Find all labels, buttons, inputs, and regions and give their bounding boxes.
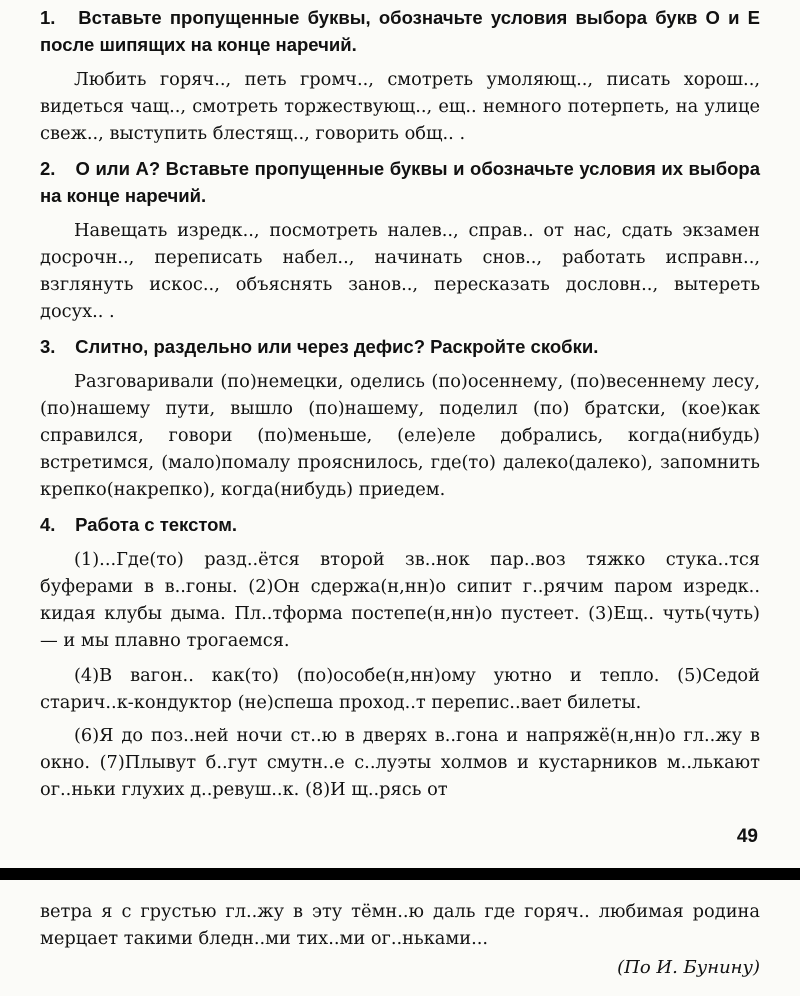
textbook-page-50-top [0, 880, 800, 996]
task-3-title [40, 333, 760, 360]
task-4-paragraph-2: (4)В вагон.. как(то) (по)особе(н,нн)ому уютно и тепло. (5)Седой старич..к-кондуктор (не)спеша проход..т перепис..вает билеты. [40, 665, 760, 713]
task-2-text: Навещать изредк.., посмотреть налев.., справ.. от нас, сдать экзамен досрочн.., переписать набел.., начинать снов.., работать исправн.., взглянуть искос.., объяснять занов.., пересказать дословн.., вытереть досух.. . [40, 220, 760, 322]
task-4-paragraph-3: (6)Я до поз..ней ночи ст..ю в дверях в..гона и напряжё(н,нн)о гл..жу в окно. (7)Плывут б..гут смутн..е с..луэты холмов и кустарников м..лькают ог..ньки глухих д..ревуш..к. (8)И щ..рясь от [40, 725, 760, 800]
task-3-number: 3. [40, 336, 56, 357]
task-1-number: 1. [40, 7, 56, 28]
task-3-text: Разговаривали (по)немецки, оделись (по)осеннему, (по)весеннему лесу, (по)нашему пути, вышло (по)нашему, поделил (по) братски, (кое)как справился, говори (по)меньше, (еле)еле добрались, когда(нибудь) встретимся, (мало)помалу прояснилось, где(то) далеко(далеко), запомнить крепко(накрепко), когда(нибудь) приедем. [40, 371, 760, 500]
task-2-instruction: О или А? Вставьте пропущенные буквы и обозначьте условия их выбора на конце наречий. [40, 158, 761, 206]
task-3-instruction: Слитно, раздельно или через дефис? Раскройте скобки. [75, 336, 599, 357]
task-1-instruction: Вставьте пропущенные буквы, обозначьте условия выбора букв О и Е после шипящих на конце наречий. [40, 7, 761, 55]
attribution: (По И. Бунину) [617, 957, 760, 978]
page-number: 49 [736, 826, 758, 847]
task-4-instruction: Работа с текстом. [75, 514, 238, 535]
continuation-text: ветра я с грустью гл..жу в эту тёмн..ю даль где горяч.. любимая родина мерцает такими бледн..ми тих..ми ог..ньками... [40, 901, 760, 949]
task-2-title [40, 155, 760, 209]
task-4-title [40, 511, 760, 538]
task-1-text: Любить горяч.., петь громч.., смотреть умоляющ.., писать хорош.., видеться чащ.., смотреть торжествующ.., ещ.. немного потерпеть, на улице свеж.., выступить блестящ.., говорить общ.. . [40, 69, 760, 144]
task-1-title [40, 4, 760, 58]
task-2-number: 2. [40, 158, 56, 179]
task-4-paragraph-1: (1)...Где(то) разд..ётся второй зв..нок пар..воз тяжко стука..тся буферами в в..гоны. (2)Он сдержа(н,нн)о сипит г..рячим паром изредк.. кидая клубы дыма. Пл..тформа постепе(н,нн)о пустеет. (3)Ещ.. чуть(чуть) — и мы плавно трогаемся. [40, 549, 760, 651]
task-4-number: 4. [40, 514, 56, 535]
